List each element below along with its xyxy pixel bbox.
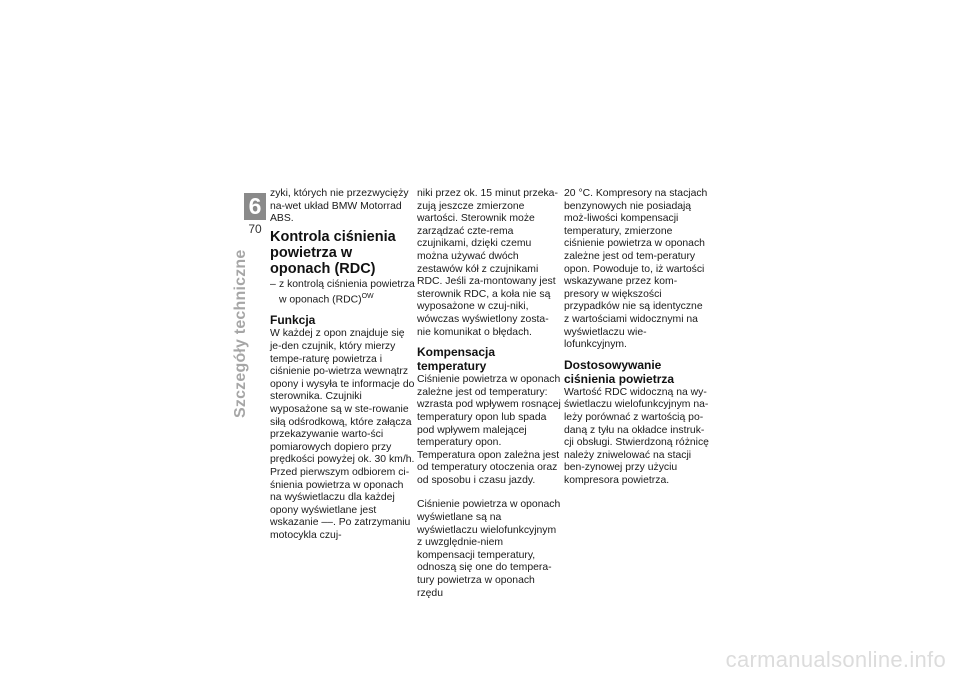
text-column-1 [270,188,415,543]
temperature-paragraph: Ciśnienie powietrza w oponach zależne jest od temperatury: wzrasta pod wpływem rosnącej temperatury opon lub spada pod wpływem malejącej temperatury opon. Temperatura opon zależna jest od temperatury otoczenia oraz od sposobu i czasu jazdy. [417,374,561,486]
dash-marker: – [270,278,276,290]
equipment-note [270,279,415,308]
watermark: carmanualsonline.info [725,647,946,672]
function-paragraph: W każdej z opon znajduje się je-den czujnik, który mierzy tempe-raturę powietrza i ciśnienie po-wietrza wewnątrz opony i wysyła te informacje do sterownika. Czujniki wyposażone są w ste-rowanie siłą odśrodkową, które załącza przekazywanie warto-ści pomiarowych dopiero przy prędkości powyżej ok. 30 km/h. Przed pierwszym odbiorem ci-śnienia powietrza w oponach na wyświetlaczu dla każdej opony wyświetlane jest wskazanie ––. Po zatrzymaniu motocykla czuj- [270,328,415,541]
text-column-3 [564,188,709,487]
intro-paragraph: zyki, których nie przezwycięży na-wet układ BMW Motorrad ABS. [270,188,409,225]
section-title: Szczegóły techniczne [232,249,249,418]
chapter-number: 6 [244,193,266,220]
text-column-2 [417,188,562,600]
heading-temperature-compensation: Kompensacja temperatury [417,345,496,374]
equipment-note-label: z kontrolą ciśnienia powietrza w oponach (RDC) [279,278,415,306]
display-paragraph: Ciśnienie powietrza w oponach wyświetlane są na wyświetlaczu wielofunkcyjnym z uwzględnie-niem kompensacji temperatury, odnoszą się one do tempera-tury powietrza w oponach rzędu [417,499,561,599]
sensor-paragraph: niki przez ok. 15 minut przeka-zują jeszcze zmierzone wartości. Sterownik może zarządzać czte-rema czujnikami, dzięki czemu można używać dwóch zestawów kół z czujnikami RDC. Jeśli za-montowany jest sterownik RDC, a koła nie są wyposażone w czuj-niki, wówczas wyświetlony zosta-nie komunikat o błędach. [417,188,558,338]
option-superscript: OW [361,293,374,301]
subheading-function: Funkcja [270,313,316,328]
heading-rdc: Kontrola ciśnienia powietrza w oponach (RDC) [270,228,396,277]
compressor-paragraph: 20 °C. Kompresory na stacjach benzynowych nie posiadają moż-liwości kompensacji temperatury, zmierzone ciśnienie powietrza w oponach zależne jest od tem-peratury opon. Powoduje to, iż wartości wskazywane przez kom-presory w większości przypadków nie są identyczne z wartościami widocznymi na wyświetlaczu wie-lofunkcyjnym. [564,188,708,351]
page-number: 70 [248,222,262,236]
heading-pressure-adjustment: Dostosowywanie ciśnienia powietrza [564,357,675,386]
adjustment-paragraph: Wartość RDC widoczną na wy-świetlaczu wielofunkcyjnym na-leży porównać z wartością po-daną z tyłu na okładce instruk-cji obsługi. Stwierdzoną różnicę należy zniwelować na stacji ben-zynowej przy użyciu kompresora powietrza. [564,386,709,486]
equipment-note-text [279,279,415,308]
chapter-tab [244,193,266,236]
